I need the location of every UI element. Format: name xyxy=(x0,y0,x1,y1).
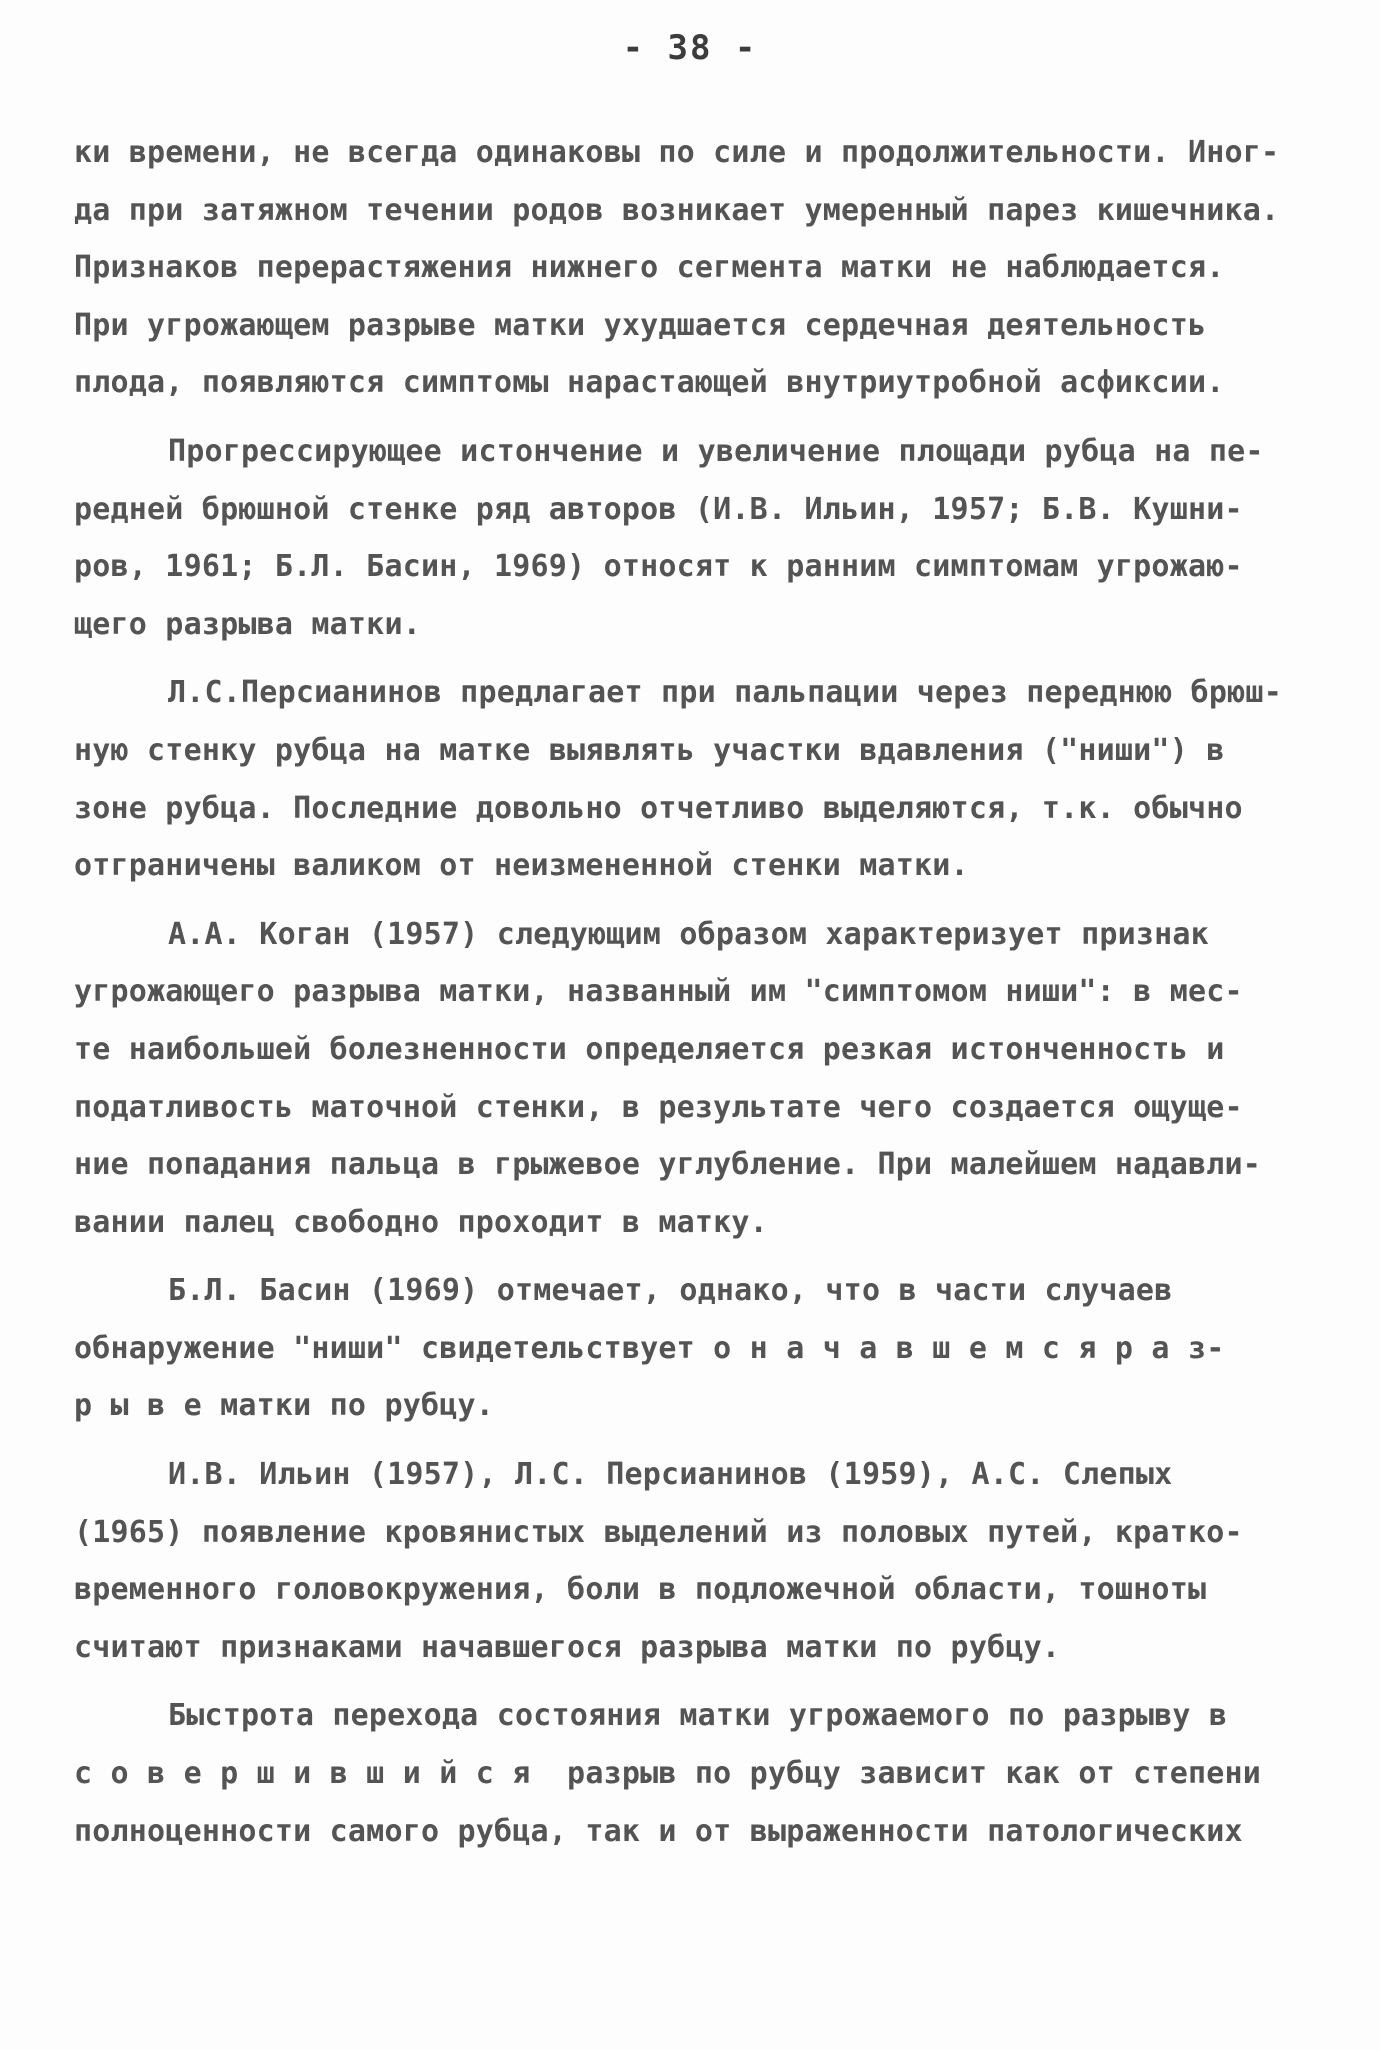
page-number: - 38 - xyxy=(622,28,758,68)
text-line: да при затяжном течении родов возникает умеренный парез кишечника. xyxy=(74,192,1280,228)
text-line: те наибольшей болезненности определяется резкая истонченность и xyxy=(74,1031,1225,1067)
paragraph xyxy=(74,664,1304,894)
text-line: вании палец свободно проходит в матку. xyxy=(74,1204,768,1240)
text-line: полноценности самого рубца, так и от выраженности патологических xyxy=(74,1813,1243,1849)
text-line: ную стенку рубца на матке выявлять участки вдавления ("ниши") в xyxy=(74,732,1225,768)
paragraph xyxy=(74,423,1304,653)
text-line: р ы в е матки по рубцу. xyxy=(74,1388,495,1424)
paragraph xyxy=(74,1262,1304,1435)
paragraph xyxy=(74,124,1304,412)
text-line: ки времени, не всегда одинаковы по силе и продолжительности. Иног- xyxy=(74,135,1280,170)
text-line: Б.Л. Басин (1969) отмечает, однако, что в части случаев xyxy=(168,1273,1173,1309)
text-line: При угрожающем разрыве матки ухудшается сердечная деятельность xyxy=(74,307,1207,343)
text-line: с о в е р ш и в ш и й с я разрыв по рубцу зависит как от степени xyxy=(74,1756,1261,1792)
text-line: угрожающего разрыва матки, названный им "симптомом ниши": в мес- xyxy=(74,974,1243,1010)
body-text xyxy=(74,124,1304,1860)
text-line: Быстрота перехода состояния матки угрожаемого по разрыву в xyxy=(168,1698,1228,1734)
text-line: щего разрыва матки. xyxy=(74,606,421,642)
paragraph xyxy=(74,906,1304,1252)
text-line: редней брюшной стенке ряд авторов (И.В. Ильин, 1957; Б.В. Кушни- xyxy=(74,491,1243,527)
text-line: Признаков перерастяжения нижнего сегмента матки не наблюдается. xyxy=(74,250,1225,286)
text-line: Л.С.Персианинов предлагает при пальпации через переднюю брюш- xyxy=(168,675,1282,711)
text-line: (1965) появление кровянистых выделений из половых путей, кратко- xyxy=(74,1514,1243,1550)
text-line: ние попадания пальца в грыжевое углубление. При малейшем надавли- xyxy=(74,1147,1261,1183)
text-line: Прогрессирующее истончение и увеличение площади рубца на пе- xyxy=(168,433,1264,469)
text-line: А.А. Коган (1957) следующим образом характеризует признак xyxy=(168,916,1209,952)
text-line: отграничены валиком от неизмененной стенки матки. xyxy=(74,848,969,884)
text-line: ров, 1961; Б.Л. Басин, 1969) относят к ранним симптомам угрожаю- xyxy=(74,549,1243,585)
text-line: зоне рубца. Последние довольно отчетливо выделяются, т.к. обычно xyxy=(74,790,1243,826)
paragraph xyxy=(74,1687,1304,1860)
text-line: податливость маточной стенки, в результате чего создается ощуще- xyxy=(74,1089,1243,1125)
text-line: плода, появляются симптомы нарастающей внутриутробной асфиксии. xyxy=(74,365,1225,401)
paragraph xyxy=(74,1446,1304,1676)
text-line: временного головокружения, боли в подложечной области, тошноты xyxy=(74,1572,1207,1608)
text-line: обнаружение "ниши" свидетельствует о н а ч а в ш е м с я р а з- xyxy=(74,1330,1225,1366)
text-line: И.В. Ильин (1957), Л.С. Персианинов (1959), А.С. Слепых xyxy=(168,1457,1173,1493)
text-line: считают признаками начавшегося разрыва матки по рубцу. xyxy=(74,1629,1061,1665)
